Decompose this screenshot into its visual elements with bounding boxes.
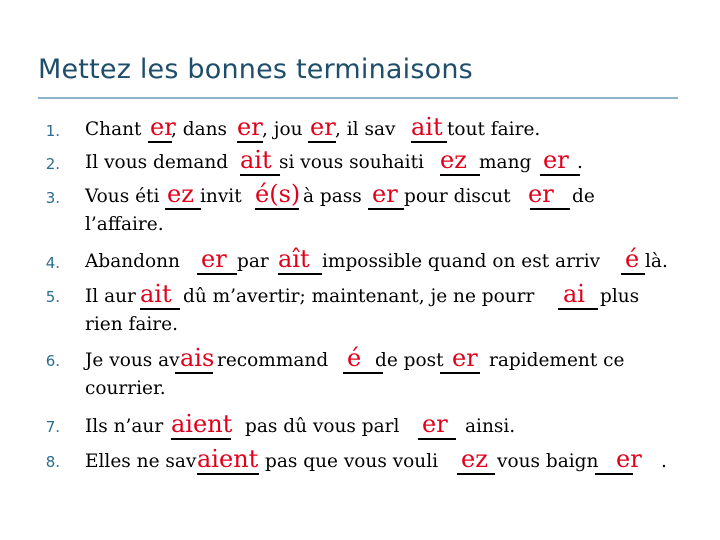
sentence-text: Elles ne sav xyxy=(85,451,197,472)
fill-blank xyxy=(440,372,480,374)
answer-ending: er xyxy=(310,113,336,141)
fill-blank xyxy=(278,273,322,275)
fill-blank xyxy=(621,273,645,275)
sentence-text: recommand xyxy=(217,350,329,371)
fill-blank xyxy=(558,308,598,310)
sentence-text: . xyxy=(661,451,667,472)
answer-ending: aient xyxy=(197,445,259,473)
item-number: 7. xyxy=(45,418,60,436)
item-number: 2. xyxy=(45,155,60,173)
sentence-text: mang xyxy=(479,152,532,173)
answer-ending: ai xyxy=(563,280,585,308)
answer-ending: é(s) xyxy=(255,180,301,208)
fill-blank xyxy=(197,273,237,275)
fill-blank xyxy=(237,141,263,143)
sentence-text: plus xyxy=(600,286,640,307)
item-number: 3. xyxy=(45,189,60,207)
answer-ending: ait xyxy=(140,280,172,308)
fill-blank xyxy=(530,208,570,210)
sentence-text: courrier. xyxy=(85,378,166,399)
sentence-text: invit xyxy=(200,186,242,207)
sentence-text: Il vous demand xyxy=(85,152,229,173)
sentence-text: Il aur xyxy=(85,286,136,307)
title-divider xyxy=(38,97,678,99)
fill-blank xyxy=(440,174,480,176)
sentence-text: Je vous av xyxy=(85,350,180,371)
sentence-text: ainsi. xyxy=(465,416,516,437)
fill-blank xyxy=(368,208,404,210)
answer-ending: é xyxy=(625,245,640,273)
sentence-text: pour discut xyxy=(404,186,511,207)
item-number: 1. xyxy=(45,122,60,140)
sentence-text: là. xyxy=(645,251,668,272)
sentence-text: , dans xyxy=(171,119,228,140)
answer-ending: ais xyxy=(180,344,215,372)
sentence-text: de post xyxy=(375,350,444,371)
item-number: 8. xyxy=(45,453,60,471)
item-number: 5. xyxy=(45,288,60,306)
fill-blank xyxy=(240,174,280,176)
fill-blank xyxy=(308,141,336,143)
item-number: 4. xyxy=(45,254,60,272)
answer-ending: er xyxy=(543,146,569,174)
sentence-text: , jou xyxy=(262,119,303,140)
sentence-text: Abandonn xyxy=(85,251,180,272)
slide-title: Mettez les bonnes terminaisons xyxy=(38,54,473,85)
sentence-text: l’affaire. xyxy=(85,214,164,235)
sentence-text: . xyxy=(577,152,583,173)
sentence-text: si vous souhaiti xyxy=(279,152,424,173)
answer-ending: aît xyxy=(278,245,310,273)
sentence-text: Ils n’aur xyxy=(85,416,164,437)
sentence-text: impossible quand on est arriv xyxy=(322,251,601,272)
fill-blank xyxy=(540,174,580,176)
answer-ending: er xyxy=(150,113,176,141)
sentence-text: Chant xyxy=(85,119,142,140)
answer-ending: aient xyxy=(171,410,233,438)
fill-blank xyxy=(255,208,299,210)
sentence-text: à pass xyxy=(303,186,362,207)
answer-ending: ait xyxy=(411,113,443,141)
fill-blank xyxy=(418,438,456,440)
sentence-text: rien faire. xyxy=(85,314,178,335)
fill-blank xyxy=(595,473,633,475)
sentence-text: pas que vous vouli xyxy=(265,451,439,472)
answer-ending: é xyxy=(347,344,362,372)
fill-blank xyxy=(165,208,201,210)
fill-blank xyxy=(148,141,172,143)
fill-blank xyxy=(197,473,259,475)
sentence-text: vous baign xyxy=(497,451,599,472)
answer-ending: ez xyxy=(461,445,488,473)
item-number: 6. xyxy=(45,352,60,370)
answer-ending: er xyxy=(528,180,554,208)
answer-ending: er xyxy=(422,410,448,438)
answer-ending: ez xyxy=(440,146,467,174)
answer-ending: er xyxy=(616,445,642,473)
sentence-text: , il sav xyxy=(335,119,396,140)
sentence-text: rapidement ce xyxy=(489,350,625,371)
sentence-text: tout faire. xyxy=(447,119,541,140)
answer-ending: er xyxy=(452,344,478,372)
sentence-text: par xyxy=(237,251,269,272)
fill-blank xyxy=(411,141,447,143)
answer-ending: er xyxy=(237,113,263,141)
answer-ending: ait xyxy=(240,146,272,174)
fill-blank xyxy=(175,372,213,374)
answer-ending: er xyxy=(372,180,398,208)
sentence-text: dû m’avertir; maintenant, je ne pourr xyxy=(183,286,535,307)
fill-blank xyxy=(457,473,495,475)
fill-blank xyxy=(171,438,231,440)
sentence-text: de xyxy=(572,186,595,207)
fill-blank xyxy=(343,372,383,374)
fill-blank xyxy=(140,308,180,310)
answer-ending: er xyxy=(201,245,227,273)
sentence-text: Vous éti xyxy=(85,186,160,207)
sentence-text: pas dû vous parl xyxy=(245,416,400,437)
answer-ending: ez xyxy=(167,180,194,208)
